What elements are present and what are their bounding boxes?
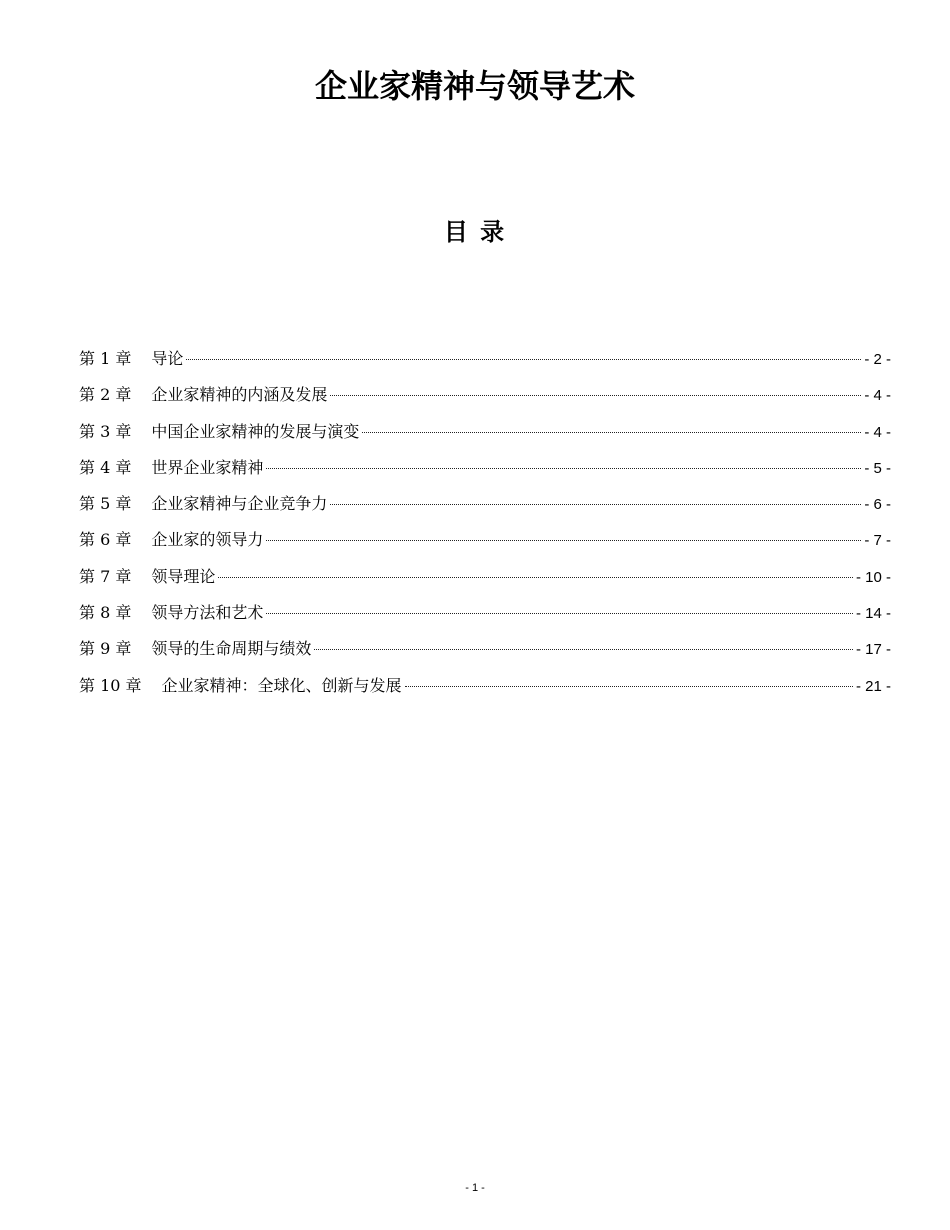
- toc-chapter-title: 企业家精神的内涵及发展: [151, 385, 328, 405]
- document-title: 企业家精神与领导艺术: [314, 67, 635, 105]
- toc-page-number: - 2 -: [864, 351, 891, 368]
- toc-chapter-title: 领导方法和艺术: [151, 603, 264, 623]
- toc-dot-leader: [266, 468, 861, 469]
- toc-dot-leader: [218, 577, 853, 578]
- toc-chapter-number: 第 8 章: [79, 603, 132, 623]
- toc-chapter-title: 领导的生命周期与绩效: [151, 639, 312, 659]
- toc-dot-leader: [186, 359, 861, 360]
- toc-chapter-title: 企业家精神与企业竞争力: [151, 494, 328, 514]
- toc-dot-leader: [405, 686, 853, 687]
- toc-entry-chapter-4[interactable]: [79, 453, 891, 489]
- toc-entry-chapter-1[interactable]: [79, 344, 891, 380]
- toc-chapter-number: 第 7 章: [79, 566, 132, 586]
- toc-page-number: - 10 -: [855, 568, 891, 586]
- toc-dot-leader: [314, 649, 853, 650]
- toc-chapter-title: 领导理论: [151, 566, 216, 586]
- toc-page-number: - 7 -: [864, 532, 891, 550]
- toc-chapter-title: 世界企业家精神: [151, 457, 264, 477]
- toc-chapter-number: 第 3 章: [79, 421, 132, 441]
- toc-chapter-number: 第 4 章: [79, 457, 132, 477]
- toc-entry-chapter-8[interactable]: [79, 598, 891, 634]
- toc-chapter-title: 企业家的领导力: [151, 530, 264, 550]
- toc-dot-leader: [266, 540, 861, 541]
- toc-chapter-number: 第 9 章: [79, 639, 132, 659]
- toc-entry-chapter-5[interactable]: [79, 489, 891, 525]
- page-footer-number: - 1 -: [465, 1182, 485, 1194]
- toc-page-number: - 6 -: [864, 496, 891, 514]
- toc-chapter-number: 第 2 章: [79, 385, 132, 405]
- toc-dot-leader: [330, 395, 861, 396]
- toc-dot-leader: [362, 432, 861, 433]
- toc-chapter-title: 企业家精神：全球化、创新与发展: [161, 675, 402, 695]
- toc-chapter-title: 导论: [151, 349, 184, 368]
- toc-entry-chapter-6[interactable]: [79, 525, 891, 561]
- toc-dot-leader: [266, 613, 853, 614]
- toc-page-number: - 4 -: [864, 387, 891, 405]
- toc-entry-chapter-2[interactable]: [79, 380, 891, 416]
- toc-page-number: - 5 -: [864, 459, 891, 477]
- toc-page-number: - 14 -: [855, 605, 891, 623]
- toc-entry-chapter-7[interactable]: [79, 562, 891, 598]
- toc-chapter-number: 第 5 章: [79, 494, 132, 514]
- toc-page-number: - 21 -: [855, 677, 891, 695]
- toc-heading: 目 录: [443, 218, 507, 246]
- toc-chapter-title: 中国企业家精神的发展与演变: [151, 421, 360, 441]
- toc-chapter-number: 第 6 章: [79, 530, 132, 550]
- table-of-contents: [79, 344, 891, 707]
- toc-chapter-number: 第 10 章: [79, 675, 142, 695]
- toc-page-number: - 17 -: [855, 641, 891, 659]
- toc-entry-chapter-3[interactable]: [79, 417, 891, 453]
- toc-dot-leader: [330, 504, 861, 505]
- toc-entry-chapter-10[interactable]: [79, 671, 891, 707]
- toc-page-number: - 4 -: [864, 423, 891, 441]
- toc-chapter-number: 第 1 章: [79, 349, 132, 368]
- toc-entry-chapter-9[interactable]: [79, 634, 891, 670]
